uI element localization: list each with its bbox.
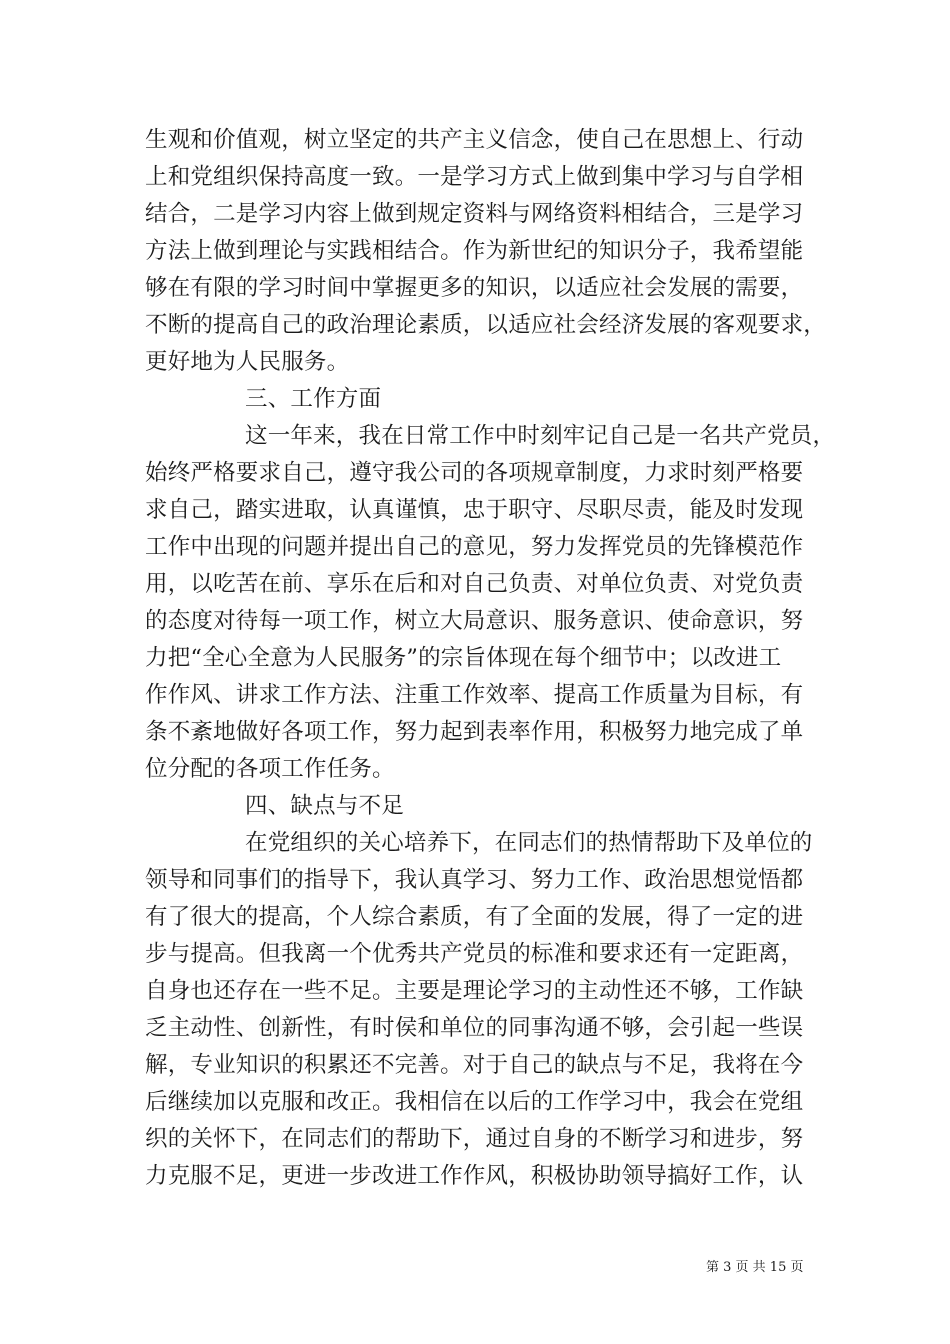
text-line: 够在有限的学习时间中掌握更多的知识，以适应社会发展的需要，: [145, 275, 804, 301]
text-line: 力克服不足，更进一步改进工作作风，积极协助领导搞好工作，认: [145, 1163, 804, 1189]
text-line: 用，以吃苦在前、享乐在后和对自己负责、对单位负责、对党负责: [145, 571, 804, 597]
text-line: 乏主动性、创新性，有时侯和单位的同事沟通不够，会引起一些误: [145, 1015, 804, 1041]
text-line: 自身也还存在一些不足。主要是理论学习的主动性还不够，工作缺: [145, 978, 804, 1004]
text-line: 方法上做到理论与实践相结合。作为新世纪的知识分子，我希望能: [145, 238, 804, 264]
section-heading: 四、缺点与不足: [245, 793, 404, 819]
text-line: 力把“全心全意为人民服务”的宗旨体现在每个细节中；以改进工: [145, 645, 782, 671]
text-line: 求自己，踏实进取，认真谨慎，忠于职守、尽职尽责，能及时发现: [145, 497, 804, 523]
text-line: 步与提高。但我离一个优秀共产党员的标准和要求还有一定距离，: [145, 941, 804, 967]
text-line: 有了很大的提高，个人综合素质，有了全面的发展，得了一定的进: [145, 904, 804, 930]
text-line: 条不紊地做好各项工作，努力起到表率作用，积极努力地完成了单: [145, 719, 804, 745]
text-line: 解，专业知识的积累还不完善。对于自己的缺点与不足，我将在今: [145, 1052, 804, 1078]
section-heading: 三、工作方面: [245, 386, 382, 412]
page-number: 第 3 页 共 15 页: [706, 1260, 804, 1275]
text-line: 的态度对待每一项工作，树立大局意识、服务意识、使命意识，努: [145, 608, 804, 634]
text-line: 作作风、讲求工作方法、注重工作效率、提高工作质量为目标，有: [145, 682, 804, 708]
text-line: 不断的提高自己的政治理论素质，以适应社会经济发展的客观要求，: [145, 312, 827, 338]
text-line: 工作中出现的问题并提出自己的意见，努力发挥党员的先锋模范作: [145, 534, 804, 560]
text-line: 上和党组织保持高度一致。一是学习方式上做到集中学习与自学相: [145, 164, 804, 190]
text-line: 位分配的各项工作任务。: [145, 756, 395, 782]
text-line: 在党组织的关心培养下，在同志们的热情帮助下及单位的: [245, 830, 813, 856]
text-line: 结合，二是学习内容上做到规定资料与网络资料相结合，三是学习: [145, 201, 804, 227]
text-line: 生观和价值观，树立坚定的共产主义信念，使自己在思想上、行动: [145, 127, 804, 153]
text-line: 这一年来，我在日常工作中时刻牢记自己是一名共产党员，: [245, 423, 836, 449]
text-line: 织的关怀下，在同志们的帮助下，通过自身的不断学习和进步，努: [145, 1126, 804, 1152]
text-line: 领导和同事们的指导下，我认真学习、努力工作、政治思想觉悟都: [145, 867, 804, 893]
text-line: 始终严格要求自己，遵守我公司的各项规章制度，力求时刻严格要: [145, 460, 804, 486]
text-line: 后继续加以克服和改正。我相信在以后的工作学习中，我会在党组: [145, 1089, 804, 1115]
text-line: 更好地为人民服务。: [145, 349, 350, 375]
